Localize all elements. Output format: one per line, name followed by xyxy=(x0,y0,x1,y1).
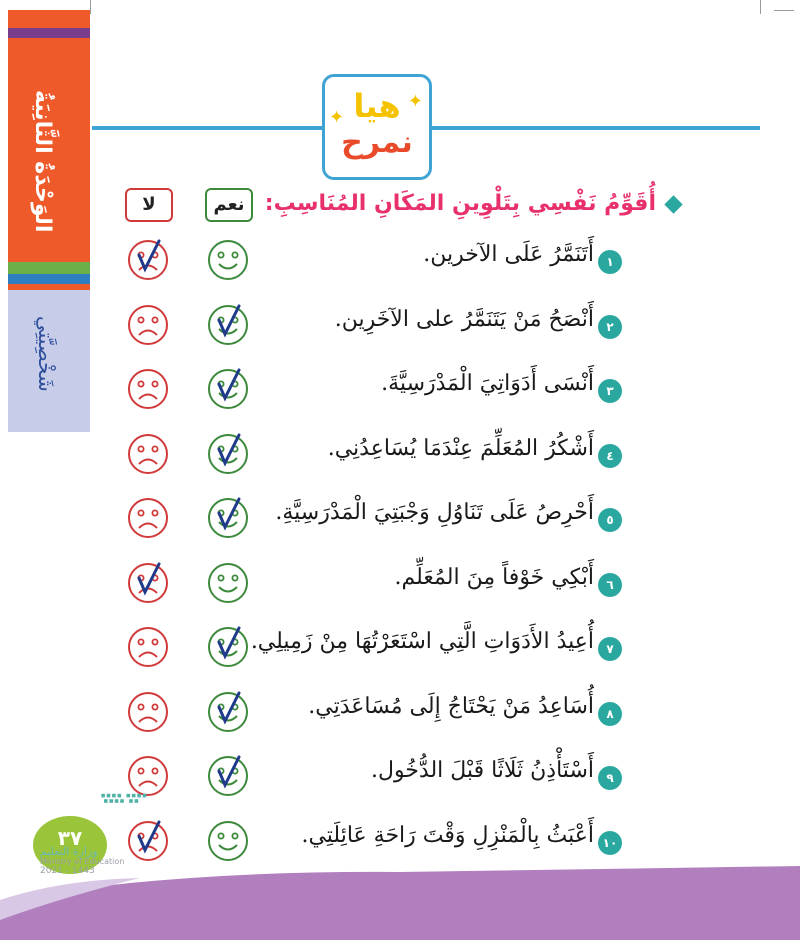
sad-face-icon[interactable] xyxy=(127,497,169,539)
sad-face-icon[interactable] xyxy=(127,304,169,346)
footer-band xyxy=(0,860,800,940)
activity-logo xyxy=(322,74,432,180)
sad-face-icon[interactable] xyxy=(127,626,169,668)
statement-number: ١ xyxy=(598,250,622,274)
statement-text: أَتَنَمَّرُ عَلَى الآخرين. xyxy=(423,242,594,267)
statement-number: ٤ xyxy=(598,444,622,468)
happy-face-icon[interactable] xyxy=(207,239,249,281)
sad-face-icon[interactable] xyxy=(127,239,169,281)
crop-mark xyxy=(774,10,794,11)
chapter-label: شَخْصِيَّتِي xyxy=(34,316,58,392)
edition-year: 2021 - 1443 xyxy=(40,866,95,876)
statement-number: ٩ xyxy=(598,766,622,790)
statement-row xyxy=(0,430,800,490)
statement-text: أَسْتَأْذِنُ ثَلَاثًا قَبْلَ الدُّخُول. xyxy=(370,758,594,783)
happy-face-icon[interactable] xyxy=(207,497,249,539)
statement-text: أَنْسَى أَدَوَاتِيَ الْمَدْرَسِيَّةَ. xyxy=(381,371,594,396)
sad-face-icon[interactable] xyxy=(127,755,169,797)
statement-row xyxy=(0,494,800,554)
logo-line-1: هيا xyxy=(353,87,401,125)
statement-text: أَبْكِي خَوْفاً مِنَ المُعَلِّم. xyxy=(394,564,594,590)
statement-number: ١٠ xyxy=(598,831,622,855)
yes-column-header: نعم xyxy=(205,188,253,222)
statement-row xyxy=(0,301,800,361)
sad-face-icon[interactable] xyxy=(127,433,169,475)
logo-line-2: نمرح xyxy=(341,125,413,160)
statement-number: ٣ xyxy=(598,379,622,403)
statement-row xyxy=(0,623,800,683)
statement-number: ٢ xyxy=(598,315,622,339)
statement-text: أَعْبَثُ بِالْمَنْزِلِ وَقْتَ رَاحَةِ عَائِلَتِي. xyxy=(301,822,594,848)
happy-face-icon[interactable] xyxy=(207,368,249,410)
star-icon: ✦ xyxy=(329,107,345,128)
statement-number: ٧ xyxy=(598,637,622,661)
happy-face-icon[interactable] xyxy=(207,433,249,475)
statement-text: أَنْصَحُ مَنْ يَتَنَمَّرُ على الآخَرِين. xyxy=(334,306,594,332)
crop-mark xyxy=(760,0,761,14)
crop-mark xyxy=(90,0,91,14)
star-icon: ✦ xyxy=(407,91,423,112)
statement-text: أُعِيدُ الأَدَوَاتِ الَّتِي اسْتَعَرْتُهَا مِنْ زَمِيلِي. xyxy=(250,629,594,654)
tab-stripe xyxy=(8,28,90,38)
instruction-text: أُقَوِّمُ نَفْسِي بِتَلْوِينِ المَكَانِ المُنَاسِبِ: xyxy=(264,191,656,216)
diamond-bullet-icon xyxy=(664,195,682,213)
happy-face-icon[interactable] xyxy=(207,820,249,862)
happy-face-icon[interactable] xyxy=(207,626,249,668)
happy-face-icon[interactable] xyxy=(207,755,249,797)
sad-face-icon[interactable] xyxy=(127,562,169,604)
page-number: ٣٧ xyxy=(57,826,83,850)
sad-face-icon[interactable] xyxy=(127,368,169,410)
sad-face-icon[interactable] xyxy=(127,691,169,733)
happy-face-icon[interactable] xyxy=(207,691,249,733)
statement-text: أُسَاعِدُ مَنْ يَحْتَاجُ إِلَى مُسَاعَدَتِي. xyxy=(308,693,594,719)
statement-row xyxy=(0,559,800,619)
ministry-name-en: Ministry of Education xyxy=(40,857,125,866)
statement-row xyxy=(0,688,800,748)
happy-face-icon[interactable] xyxy=(207,304,249,346)
statement-text: أَشْكُرُ المُعَلِّمَ عِنْدَمَا يُسَاعِدُنِي. xyxy=(327,435,594,461)
statement-number: ٥ xyxy=(598,508,622,532)
ministry-logo-icon xyxy=(86,792,176,828)
no-column-header: لا xyxy=(125,188,173,222)
statement-row xyxy=(0,365,800,425)
statement-number: ٦ xyxy=(598,573,622,597)
happy-face-icon[interactable] xyxy=(207,562,249,604)
unit-label: الوَحْدَةُ الثَّانِيَةُ xyxy=(30,90,55,233)
statement-number: ٨ xyxy=(598,702,622,726)
statement-row xyxy=(0,236,800,296)
ministry-name-ar: وزارة التعليم xyxy=(40,845,98,858)
statement-text: أَحْرِصُ عَلَى تَنَاوُلِ وَجْبَتِيَ الْمَدْرَسِيَّةِ. xyxy=(275,500,594,525)
